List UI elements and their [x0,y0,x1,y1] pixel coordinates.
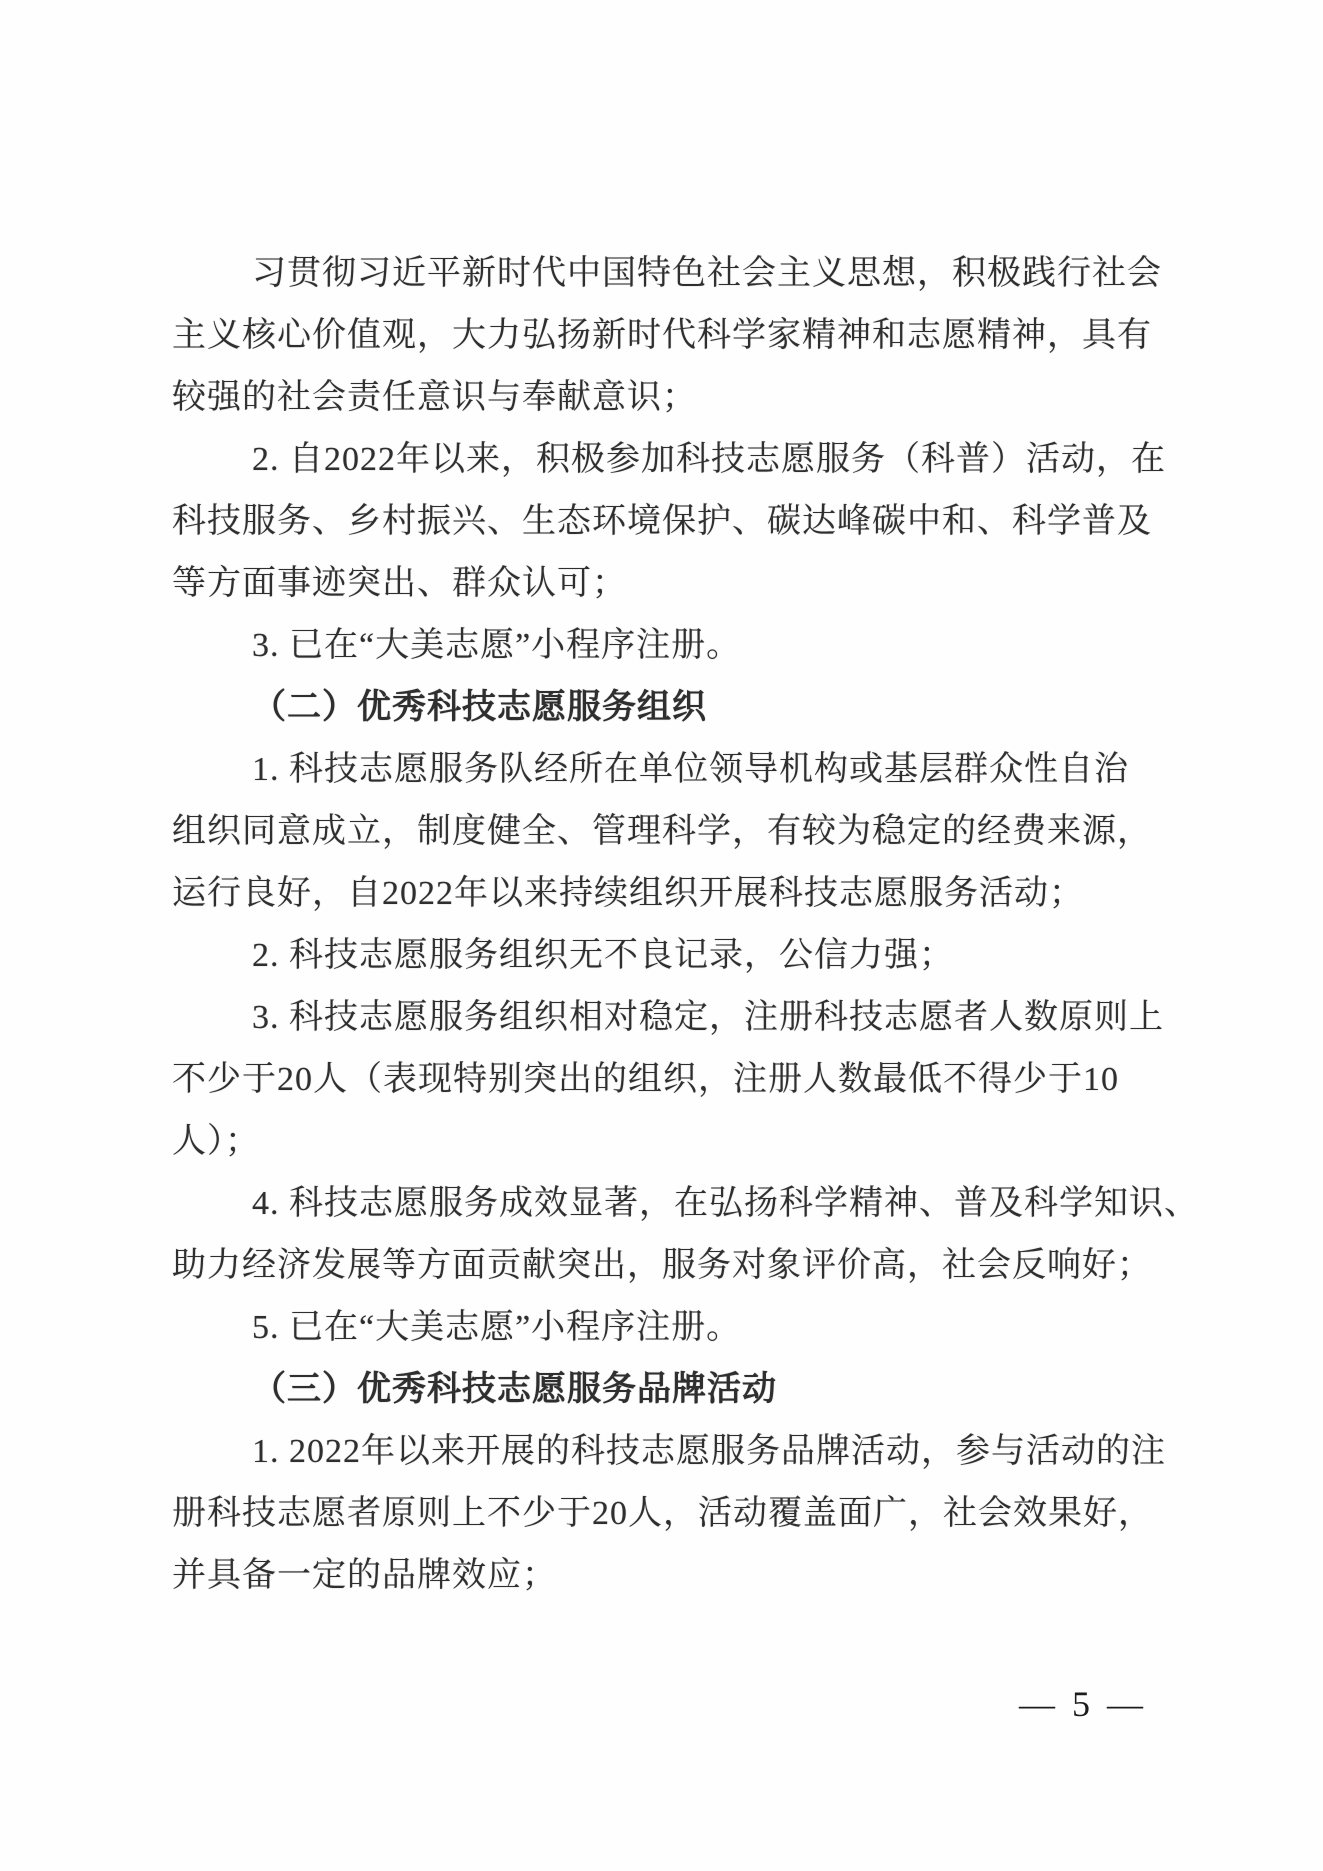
para-line: 不少于20人（表现特别突出的组织，注册人数最低不得少于10 [172,1061,1119,1098]
para-line: 并具备一定的品牌效应； [172,1557,557,1594]
para-line: 人）； [172,1123,260,1160]
list-item-1-line: 1. 2022年以来开展的科技志愿服务品牌活动，参与活动的注 [252,1433,1166,1470]
section-heading-3: （三）优秀科技志愿服务品牌活动 [252,1371,777,1408]
para-line: 等方面事迹突出、群众认可； [172,565,627,602]
para-line: 册科技志愿者原则上不少于20人，活动覆盖面广，社会效果好， [172,1495,1153,1532]
list-item-3-line: 3. 已在“大美志愿”小程序注册。 [252,627,742,664]
list-item-2-line: 2. 科技志愿服务组织无不良记录，公信力强； [252,937,954,974]
para-line: 较强的社会责任意识与奉献意识； [172,379,697,416]
para-line: 助力经济发展等方面贡献突出，服务对象评价高，社会反响好； [172,1247,1152,1284]
list-item-2-line: 2. 自2022年以来，积极参加科技志愿服务（科普）活动，在 [252,441,1166,478]
section-heading-2: （二）优秀科技志愿服务组织 [252,689,707,726]
list-item-1-line: 1. 科技志愿服务队经所在单位领导机构或基层群众性自治 [252,751,1129,788]
para-line: 习贯彻习近平新时代中国特色社会主义思想，积极践行社会 [252,255,1162,292]
para-line: 主义核心价值观，大力弘扬新时代科学家精神和志愿精神，具有 [172,317,1152,354]
list-item-4-line: 4. 科技志愿服务成效显著，在弘扬科学精神、普及科学知识、 [252,1185,1199,1222]
para-line: 组织同意成立，制度健全、管理科学，有较为稳定的经费来源， [172,813,1152,850]
list-item-3-line: 3. 科技志愿服务组织相对稳定，注册科技志愿者人数原则上 [252,999,1164,1036]
list-item-5-line: 5. 已在“大美志愿”小程序注册。 [252,1309,742,1346]
page-number: — 5 — [1019,1684,1147,1724]
para-line: 科技服务、乡村振兴、生态环境保护、碳达峰碳中和、科学普及 [172,503,1152,540]
document-body [172,243,1199,1607]
para-line: 运行良好，自2022年以来持续组织开展科技志愿服务活动； [172,875,1084,912]
